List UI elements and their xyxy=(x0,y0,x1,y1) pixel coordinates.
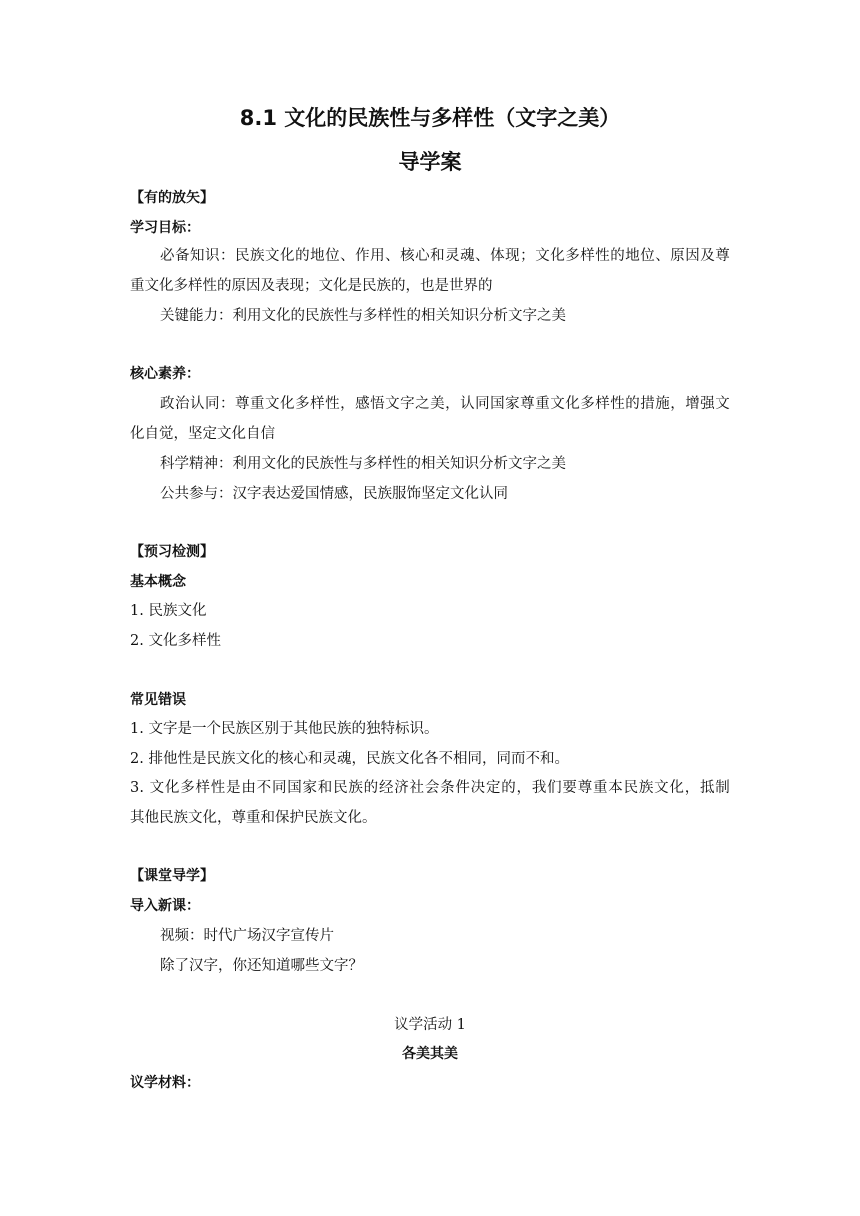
section-heading-preview: 【预习检测】 xyxy=(130,544,214,560)
goals-label: 学习目标： xyxy=(130,220,200,236)
must-know-line1: 必备知识：民族文化的地位、作用、核心和灵魂、体现；文化多样性的地位、原因及尊 xyxy=(160,248,730,264)
science-spirit: 科学精神：利用文化的民族性与多样性的相关知识分析文字之美 xyxy=(160,456,566,472)
error-item-1: 1. 文字是一个民族区别于其他民族的独特标识。 xyxy=(130,721,439,737)
public-participation: 公共参与：汉字表达爱国情感，民族服饰坚定文化认同 xyxy=(160,486,508,502)
activity-title: 议学活动 1 xyxy=(394,1017,466,1033)
must-know-line2: 重文化多样性的原因及表现；文化是民族的，也是世界的 xyxy=(130,278,493,294)
key-ability: 关键能力：利用文化的民族性与多样性的相关知识分析文字之美 xyxy=(160,308,566,324)
core-label: 核心素养： xyxy=(130,366,200,382)
error-item-2: 2. 排他性是民族文化的核心和灵魂，民族文化各不相同，同而不和。 xyxy=(130,751,569,767)
document-subtitle: 导学案 xyxy=(398,150,462,174)
intro-question: 除了汉字，你还知道哪些文字？ xyxy=(160,958,363,974)
error-item-3-line1: 3. 文化多样性是由不同国家和民族的经济社会条件决定的，我们要尊重本民族文化，抵制 xyxy=(130,780,730,796)
error-item-3-line2: 其他民族文化，尊重和保护民族文化。 xyxy=(130,810,377,826)
concepts-label: 基本概念 xyxy=(130,574,186,590)
concept-item-1: 1. 民族文化 xyxy=(130,603,207,619)
political-line2: 化自觉，坚定文化自信 xyxy=(130,426,275,442)
intro-video: 视频：时代广场汉字宣传片 xyxy=(160,928,334,944)
section-heading-classroom: 【课堂导学】 xyxy=(130,868,214,884)
intro-label: 导入新课： xyxy=(130,898,200,914)
document-title: 8.1 文化的民族性与多样性（文字之美） xyxy=(239,106,621,130)
political-line1: 政治认同：尊重文化多样性，感悟文字之美，认同国家尊重文化多样性的措施，增强文 xyxy=(160,396,730,412)
activity-subtitle: 各美其美 xyxy=(402,1046,458,1062)
material-label: 议学材料： xyxy=(130,1075,200,1091)
concept-item-2: 2. 文化多样性 xyxy=(130,633,221,649)
errors-label: 常见错误 xyxy=(130,692,186,708)
section-heading-arrow: 【有的放矢】 xyxy=(130,190,214,206)
